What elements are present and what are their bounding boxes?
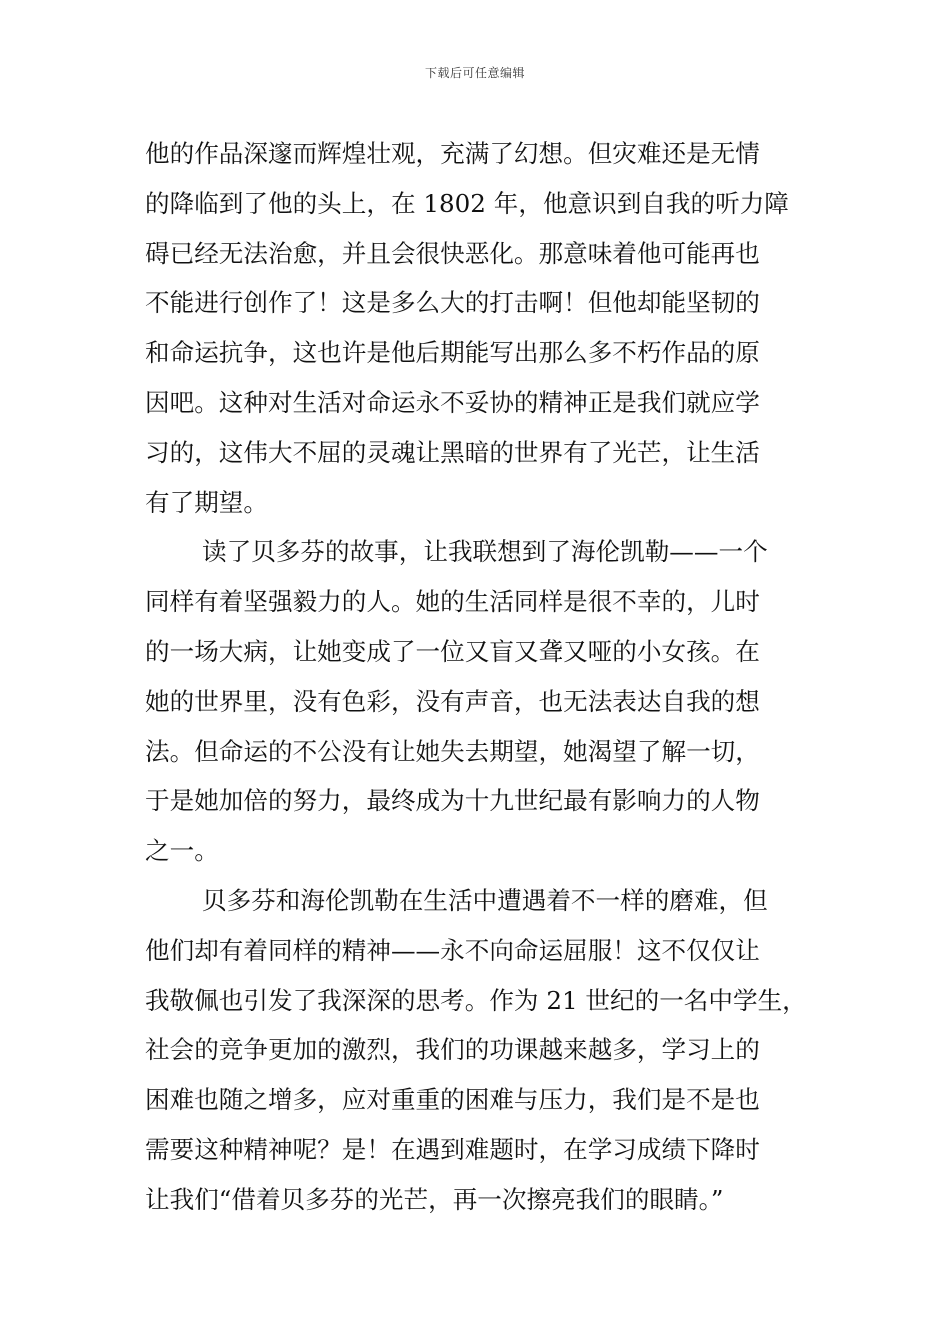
document-body [145, 129, 810, 1225]
text-line: 他们却有着同样的精神——永不向命运屈服！这不仅仅让 [145, 935, 760, 965]
text-line: 的一场大病，让她变成了一位又盲又聋又哑的小女孩。在 [145, 636, 760, 666]
text-line: 她的世界里，没有色彩，没有声音，也无法表达自我的想 [145, 686, 760, 716]
text-line: 法。但命运的不公没有让她失去期望，她渴望了解一切， [145, 736, 760, 766]
text-line: 需要这种精神呢？是！在遇到难题时，在学习成绩下降时 [145, 1134, 760, 1164]
text-line: 他的作品深邃而辉煌壮观，充满了幻想。但灾难还是无情 [145, 139, 760, 168]
text-line: 不能进行创作了！这是多么大的打击啊！但他却能坚韧的 [145, 288, 760, 318]
text-line: 有了期望。 [145, 487, 268, 517]
text-line: 之一。 [145, 836, 219, 866]
text-line: 困难也随之增多，应对重重的困难与压力，我们是不是也 [145, 1085, 760, 1115]
page-header-note: 下载后可任意编辑 [424, 66, 525, 80]
text-line: 社会的竞争更加的激烈，我们的功课越来越多，学习上的 [145, 1035, 760, 1065]
text-line: 和命运抗争，这也许是他后期能写出那么多不朽作品的原 [145, 338, 760, 368]
text-line: 习的，这伟大不屈的灵魂让黑暗的世界有了光芒，让生活 [145, 437, 760, 467]
text-line: 因吧。这种对生活对命运永不妥协的精神正是我们就应学 [145, 387, 760, 417]
paragraph-first-line: 读了贝多芬的故事，让我联想到了海伦凯勒——一个 [202, 537, 768, 567]
text-line: 于是她加倍的努力，最终成为十九世纪最有影响力的人物 [145, 786, 760, 816]
text-line: 让我们“借着贝多芬的光芒，再一次擦亮我们的眼睛。” [145, 1184, 724, 1214]
text-line: 的降临到了他的头上，在 1802 年，他意识到自我的听力障 [145, 188, 789, 218]
text-line: 我敬佩也引发了我深深的思考。作为 21 世纪的一名中学生， [145, 985, 807, 1015]
text-line: 同样有着坚强毅力的人。她的生活同样是很不幸的，儿时 [145, 587, 760, 617]
text-line: 碍已经无法治愈，并且会很快恶化。那意味着他可能再也 [145, 238, 760, 268]
paragraph-first-line: 贝多芬和海伦凯勒在生活中遭遇着不一样的磨难，但 [202, 885, 768, 915]
